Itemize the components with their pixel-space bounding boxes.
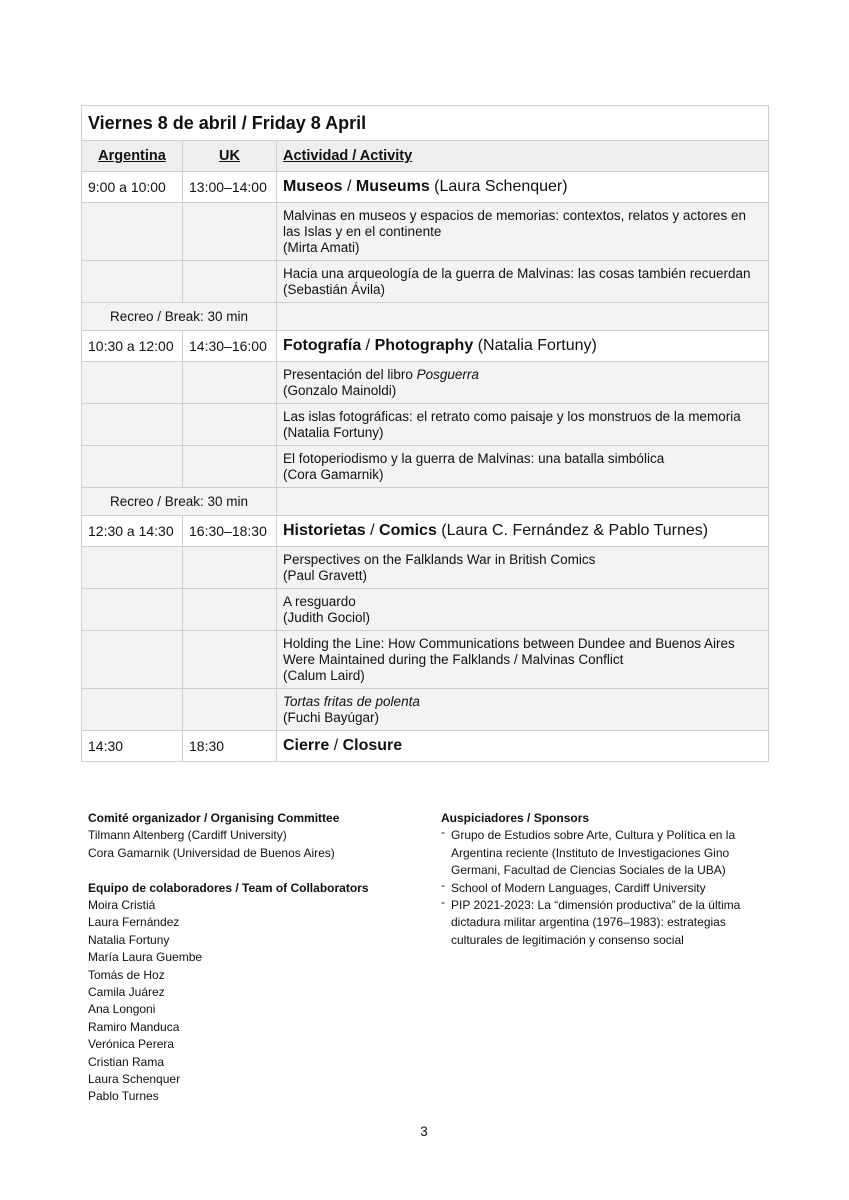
talk-title bbox=[283, 367, 762, 383]
talk-title-text: Perspectives on the Falklands War in British Comics bbox=[283, 552, 596, 567]
talk-speaker: (Paul Gravett) bbox=[283, 568, 368, 583]
collaborators-heading: Equipo de colaboradores / Team of Collaborators bbox=[88, 880, 369, 895]
footer-left bbox=[88, 810, 408, 1106]
argentina-time: 9:00 a 10:00 bbox=[82, 172, 183, 203]
talk-title bbox=[283, 636, 762, 668]
talk-title-text: Holding the Line: How Communications between Dundee and Buenos Aires Were Maintained during the Falklands / Malvinas Conflict bbox=[283, 636, 735, 667]
talk-title-italic: Posguerra bbox=[416, 367, 479, 382]
uk-time: 14:30–16:00 bbox=[183, 331, 277, 362]
talk-row bbox=[82, 261, 769, 303]
empty-cell bbox=[183, 203, 277, 261]
talk-row bbox=[82, 689, 769, 731]
collaborator-name: Laura Schenquer bbox=[88, 1072, 181, 1087]
session-chair: (Laura C. Fernández & Pablo Turnes) bbox=[441, 522, 709, 539]
talk-row bbox=[82, 203, 769, 261]
closing-activity: Cierre / Closure bbox=[277, 731, 769, 762]
talk-title-text: A resguardo bbox=[283, 594, 356, 609]
collaborator-name: Pablo Turnes bbox=[88, 1089, 159, 1104]
header-uk: UK bbox=[183, 141, 277, 172]
talk-cell bbox=[277, 547, 769, 589]
session-title-es: Museos bbox=[283, 178, 343, 195]
talk-cell bbox=[277, 631, 769, 689]
talk-cell bbox=[277, 261, 769, 303]
schedule-table bbox=[81, 105, 769, 762]
talk-title-text: El fotoperiodismo y la guerra de Malvinas: una batalla simbólica bbox=[283, 451, 665, 466]
day-title-row bbox=[82, 106, 769, 141]
collaborator-name: Tomás de Hoz bbox=[88, 967, 165, 982]
empty-cell bbox=[183, 631, 277, 689]
talk-row bbox=[82, 631, 769, 689]
talk-cell bbox=[277, 689, 769, 731]
empty-cell bbox=[183, 261, 277, 303]
sponsor-item: - School of Modern Languages, Cardiff University bbox=[441, 880, 771, 897]
talk-speaker: (Sebastián Ávila) bbox=[283, 282, 386, 297]
collaborator-name: Camila Juárez bbox=[88, 985, 165, 1000]
talk-cell bbox=[277, 589, 769, 631]
session-activity: Historietas / Comics (Laura C. Fernández & Pablo Turnes) bbox=[277, 516, 769, 547]
break-row bbox=[82, 488, 769, 516]
uk-time: 16:30–18:30 bbox=[183, 516, 277, 547]
talk-speaker: (Gonzalo Mainoldi) bbox=[283, 383, 397, 398]
session-row bbox=[82, 516, 769, 547]
session-title-es: Historietas bbox=[283, 522, 366, 539]
session-title-en: Photography bbox=[374, 337, 474, 354]
empty-cell bbox=[82, 404, 183, 446]
uk-time: 18:30 bbox=[183, 731, 277, 762]
empty-cell bbox=[82, 547, 183, 589]
header-activity: Actividad / Activity bbox=[277, 141, 769, 172]
empty-cell bbox=[82, 362, 183, 404]
talk-row bbox=[82, 404, 769, 446]
closing-title-es: Cierre bbox=[283, 737, 330, 754]
footer-right bbox=[441, 810, 781, 949]
committee-member: Tilmann Altenberg (Cardiff University) bbox=[88, 828, 287, 843]
argentina-time: 14:30 bbox=[82, 731, 183, 762]
break-row bbox=[82, 303, 769, 331]
empty-cell bbox=[82, 203, 183, 261]
collaborator-name: Verónica Perera bbox=[88, 1037, 175, 1052]
collaborators-list bbox=[88, 897, 408, 1106]
talk-title bbox=[283, 451, 762, 467]
talk-speaker: (Cora Gamarnik) bbox=[283, 467, 384, 482]
talk-title bbox=[283, 594, 762, 610]
talk-title-italic: Tortas fritas de polenta bbox=[283, 694, 420, 709]
closing-title-en: Closure bbox=[342, 737, 403, 754]
talk-row bbox=[82, 446, 769, 488]
argentina-time: 10:30 a 12:00 bbox=[82, 331, 183, 362]
collaborator-name: Ana Longoni bbox=[88, 1002, 156, 1017]
empty-cell bbox=[82, 589, 183, 631]
talk-speaker: (Mirta Amati) bbox=[283, 240, 360, 255]
session-activity: Fotografía / Photography (Natalia Fortuny) bbox=[277, 331, 769, 362]
talk-title bbox=[283, 208, 762, 240]
talk-speaker: (Judith Gociol) bbox=[283, 610, 371, 625]
collaborator-name: María Laura Guembe bbox=[88, 950, 203, 965]
uk-time: 13:00–14:00 bbox=[183, 172, 277, 203]
collaborator-name: Ramiro Manduca bbox=[88, 1019, 180, 1034]
session-activity: Museos / Museums (Laura Schenquer) bbox=[277, 172, 769, 203]
empty-cell bbox=[82, 631, 183, 689]
committee-member: Cora Gamarnik (Universidad de Buenos Aires) bbox=[88, 845, 335, 860]
empty-cell bbox=[183, 362, 277, 404]
closing-row bbox=[82, 731, 769, 762]
collaborator-name: Natalia Fortuny bbox=[88, 932, 170, 947]
committee-heading: Comité organizador / Organising Committee bbox=[88, 811, 340, 825]
empty-cell bbox=[82, 689, 183, 731]
talk-title bbox=[283, 552, 762, 568]
collaborator-name: Laura Fernández bbox=[88, 915, 180, 930]
talk-title-text: Las islas fotográficas: el retrato como paisaje y los monstruos de la memoria bbox=[283, 409, 741, 424]
session-title-es: Fotografía bbox=[283, 337, 362, 354]
empty-cell bbox=[277, 488, 769, 516]
talk-cell bbox=[277, 446, 769, 488]
talk-row bbox=[82, 547, 769, 589]
talk-title-text: Malvinas en museos y espacios de memorias: contextos, relatos y actores en las Islas y en el continente bbox=[283, 208, 746, 239]
committee-list bbox=[88, 827, 408, 862]
sponsors-heading: Auspiciadores / Sponsors bbox=[441, 811, 590, 825]
talk-cell bbox=[277, 362, 769, 404]
talk-cell bbox=[277, 203, 769, 261]
empty-cell bbox=[183, 404, 277, 446]
argentina-time: 12:30 a 14:30 bbox=[82, 516, 183, 547]
empty-cell bbox=[82, 446, 183, 488]
sponsors-list bbox=[441, 827, 781, 949]
session-row bbox=[82, 172, 769, 203]
talk-title bbox=[283, 409, 762, 425]
empty-cell bbox=[183, 589, 277, 631]
session-title-en: Museums bbox=[355, 178, 430, 195]
empty-cell bbox=[277, 303, 769, 331]
session-chair: (Laura Schenquer) bbox=[434, 178, 568, 195]
empty-cell bbox=[82, 261, 183, 303]
empty-cell bbox=[183, 446, 277, 488]
break-label: Recreo / Break: 30 min bbox=[82, 488, 277, 516]
empty-cell bbox=[183, 689, 277, 731]
session-title-en: Comics bbox=[379, 522, 437, 539]
sponsor-item: - PIP 2021-2023: La “dimensión productiva” de la última dictadura militar argentina (1976–1983): estrategias culturales de legitimación y consenso social bbox=[441, 897, 771, 949]
schedule-body bbox=[82, 106, 769, 762]
talk-speaker: (Fuchi Bayúgar) bbox=[283, 710, 380, 725]
day-title: Viernes 8 de abril / Friday 8 April bbox=[82, 106, 769, 141]
collaborator-name: Cristian Rama bbox=[88, 1054, 165, 1069]
talk-title bbox=[283, 694, 762, 710]
talk-title-text: Presentación del libro bbox=[283, 367, 417, 382]
empty-cell bbox=[183, 547, 277, 589]
talk-speaker: (Natalia Fortuny) bbox=[283, 425, 384, 440]
talk-cell bbox=[277, 404, 769, 446]
sponsor-item: - Grupo de Estudios sobre Arte, Cultura y Política en la Argentina reciente (Instituto de Investigaciones Gino Germani, Facultad de Ciencias Sociales de la UBA) bbox=[441, 827, 771, 879]
session-chair: (Natalia Fortuny) bbox=[477, 337, 597, 354]
header-row bbox=[82, 141, 769, 172]
talk-speaker: (Calum Laird) bbox=[283, 668, 365, 683]
session-row bbox=[82, 331, 769, 362]
talk-title-text: Hacia una arqueología de la guerra de Malvinas: las cosas también recuerdan bbox=[283, 266, 751, 281]
collaborator-name: Moira Cristiá bbox=[88, 898, 156, 913]
talk-title bbox=[283, 266, 762, 282]
break-label: Recreo / Break: 30 min bbox=[82, 303, 277, 331]
header-argentina: Argentina bbox=[82, 141, 183, 172]
talk-row bbox=[82, 362, 769, 404]
page-number: 3 bbox=[420, 1124, 428, 1139]
talk-row bbox=[82, 589, 769, 631]
